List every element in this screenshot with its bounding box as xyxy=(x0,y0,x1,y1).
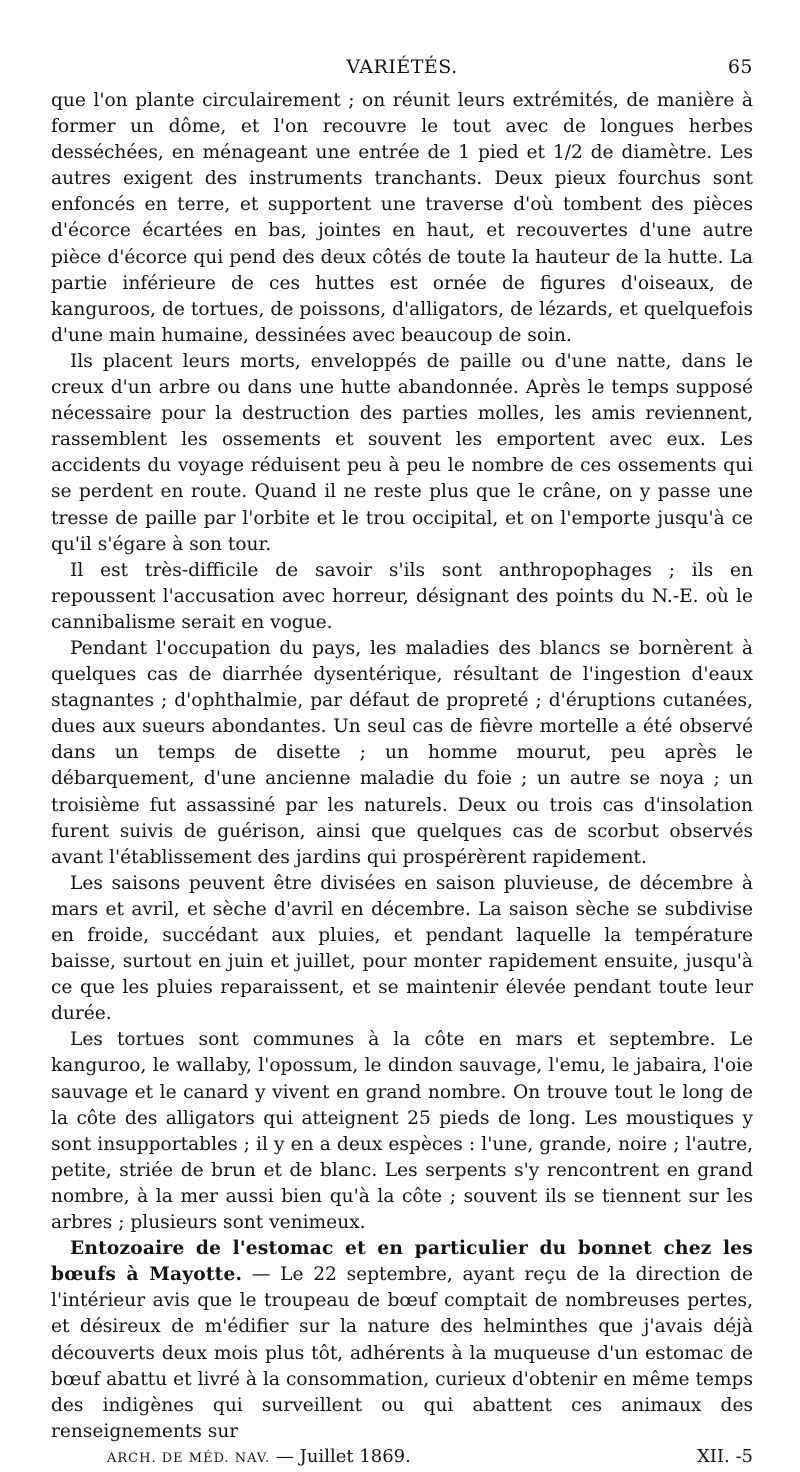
document-page xyxy=(51,52,753,1472)
section-title: Entozoaire de l'estomac et en particulier du bonnet chez les bœufs à Mayotte. xyxy=(51,1238,753,1286)
issue-date: — Juillet 1869. xyxy=(275,1445,411,1467)
footer-citation xyxy=(107,1446,411,1467)
signature-mark: XII. -5 xyxy=(696,1445,753,1467)
paragraph: Il est très-difficile de savoir s'ils sont anthropophages ; ils en repoussent l'accusation avec horreur, désignant des points du N.-E. où le cannibalisme serait en vogue. xyxy=(51,559,753,633)
paragraph: Pendant l'occupation du pays, les maladies des blancs se bornèrent à quelques cas de diarrhée dysentérique, résultant de l'ingestion d'eaux stagnantes ; d'ophthalmie, par défaut de propreté ; d'éruptions cutanées, dues aux sueurs abondantes. Un seul cas de fièvre mortelle a été observé dans un temps de disette ; un homme mourut, peu après le débarquement, d'une ancienne maladie du foie ; un autre se noya ; un troisième fut assassiné par les naturels. Deux ou trois cas d'insolation furent suivis de guérison, ainsi que quelques cas de scorbut observés avant l'établissement des jardins qui prospérèrent rapidement. xyxy=(51,637,753,868)
page-footer xyxy=(51,1446,753,1472)
paragraph: que l'on plante circulairement ; on réunit leurs extrémités, de manière à former un dôme, et l'on recouvre le tout avec de longues herbes desséchées, en ménageant une entrée de 1 pied et 1/2 de diamètre. Les autres exigent des instruments tranchants. Deux pieux fourchus sont enfoncés en terre, et supportent une traverse d'où tombent des pièces d'écorce écartées en bas, jointes en haut, et recouvertes d'une autre pièce d'écorce qui pend des deux côtés de toute la hauteur de la hutte. La partie inférieure de ces huttes est ornée de figures d'oiseaux, de kanguroos, de tortues, de poissons, d'alligators, de lézards, et quelquefois d'une main humaine, dessinées avec beaucoup de soin. xyxy=(51,90,753,346)
paragraph: Ils placent leurs morts, enveloppés de paille ou d'une natte, dans le creux d'un arbre ou dans une hutte abandonnée. Après le temps supposé nécessaire pour la destruction des parties molles, les amis reviennent, rassemblent les ossements et souvent les emportent avec eux. Les accidents du voyage réduisent peu à peu le nombre de ces ossements qui se perdent en route. Quand il ne reste plus que le crâne, on y passe une tresse de paille par l'orbite et le trou occipital, et on l'emporte jusqu'à ce qu'il s'égare à son tour. xyxy=(51,350,753,555)
journal-abbreviation: ARCH. DE MÉD. NAV. xyxy=(107,1450,271,1466)
paragraph: Les tortues sont communes à la côte en mars et septembre. Le kanguroo, le wallaby, l'opossum, le dindon sauvage, l'emu, le jabaira, l'oie sauvage et le canard y vivent en grand nombre. On trouve tout le long de la côte des alligators qui atteignent 25 pieds de long. Les moustiques y sont insupportables ; il y en a deux espèces : l'une, grande, noire ; l'autre, petite, striée de brun et de blanc. Les serpents s'y rencontrent en grand nombre, à la mer aussi bien qu'à la côte ; souvent ils se tiennent sur les arbres ; plusieurs sont venimeux. xyxy=(51,1029,753,1234)
running-header xyxy=(51,52,753,88)
paragraph: Les saisons peuvent être divisées en saison pluvieuse, de décembre à mars et avril, et sèche d'avril en décembre. La saison sèche se subdivise en froide, succédant aux pluies, et pendant laquelle la température baisse, surtout en juin et juillet, pour monter rapidement ensuite, jusqu'à ce que les pluies reparaissent, et se maintenir élevée pendant toute leur durée. xyxy=(51,872,753,1025)
body-text xyxy=(51,88,753,1445)
running-title: VARIÉTÉS. xyxy=(346,56,458,78)
section-body: — Le 22 septembre, ayant reçu de la direction de l'intérieur avis que le troupeau de bœuf comptait de nombreuses pertes, et désireux de m'édifier sur la nature des helminthes que j'avais déjà découverts deux mois plus tôt, adhérents à la muqueuse d'un estomac de bœuf abattu et livré à la consommation, curieux d'obtenir en même temps des indigènes qui surveillent ou qui abattent ces animaux des renseignements sur xyxy=(51,1264,753,1442)
section-paragraph xyxy=(51,1236,753,1445)
page-number: 65 xyxy=(727,56,753,78)
